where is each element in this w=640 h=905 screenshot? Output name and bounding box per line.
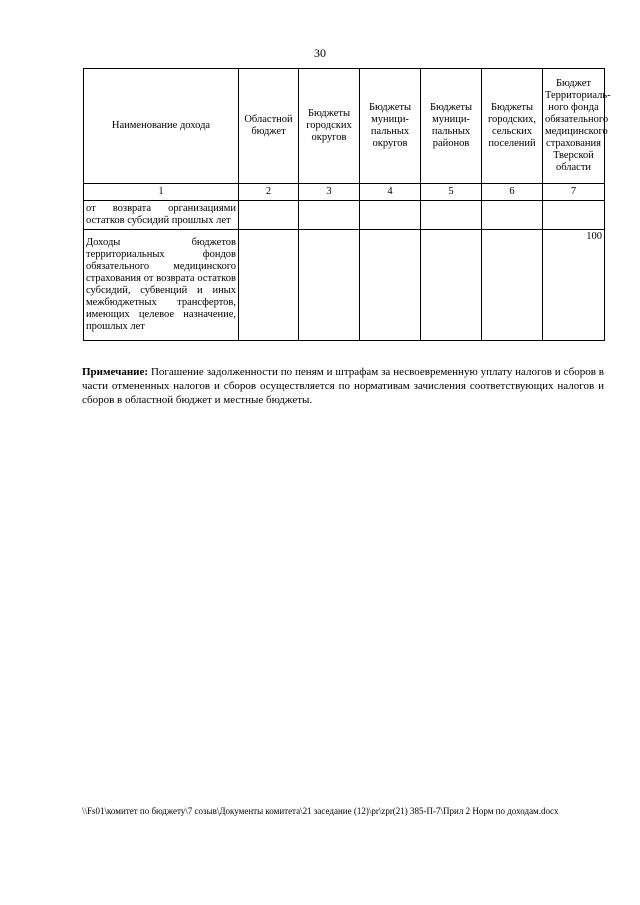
page-number: 30 <box>314 46 326 60</box>
value-cell <box>421 201 482 230</box>
column-number: 2 <box>239 184 299 201</box>
note-paragraph <box>82 365 604 407</box>
header-municipal-areas: Бюджеты муници-пальных районов <box>421 69 482 184</box>
value-cell: 100 <box>543 230 605 341</box>
value-cell <box>482 201 543 230</box>
column-number: 3 <box>299 184 360 201</box>
value-cell <box>360 230 421 341</box>
value-cell <box>543 201 605 230</box>
table-row <box>84 230 605 341</box>
value-cell <box>299 201 360 230</box>
value-cell <box>360 201 421 230</box>
revenue-name-cell: от возврата организациями остатков субсидий прошлых лет <box>84 201 239 230</box>
revenue-norms-table <box>83 68 611 341</box>
value-cell <box>299 230 360 341</box>
table-row <box>84 201 605 230</box>
header-revenue-name: Наименование дохода <box>84 69 239 184</box>
column-number: 6 <box>482 184 543 201</box>
revenue-name-cell: Доходы бюджетов территориальных фондов обязательного медицинского страхования от возврата остатков субсидий, субвенций и иных межбюджетных трансфертов, имеющих целевое назначение, прошлых лет <box>84 230 239 341</box>
note-text: Погашение задолженности по пеням и штрафам за несвоевременную уплату налогов и сборов в части отмененных налогов и сборов осуществляется по нормативам зачисления соответствующих налогов и сборов в областной бюджет и местные бюджеты. <box>82 366 604 406</box>
column-number: 5 <box>421 184 482 201</box>
header-municipal-districts: Бюджеты муници-пальных округов <box>360 69 421 184</box>
note-label: Примечание: <box>82 366 149 378</box>
header-regional-budget: Областной бюджет <box>239 69 299 184</box>
header-oms-fund: Бюджет Территориаль-ного фонда обязательного медицинского страхования Тверской области <box>543 69 605 184</box>
header-settlements: Бюджеты городских, сельских поселений <box>482 69 543 184</box>
value-cell <box>239 230 299 341</box>
column-number: 1 <box>84 184 239 201</box>
header-city-districts: Бюджеты городских округов <box>299 69 360 184</box>
file-path-footer: \\Fs01\комитет по бюджету\7 созыв\Документы комитета\21 заседание (12)\pr\zpr(21) 385-П-7\Прил 2 Норм по доходам.docx <box>82 806 559 816</box>
column-number: 7 <box>543 184 605 201</box>
table-header-row <box>84 69 605 184</box>
column-number-row <box>84 184 605 201</box>
value-cell <box>421 230 482 341</box>
value-cell <box>482 230 543 341</box>
column-number: 4 <box>360 184 421 201</box>
value-cell <box>239 201 299 230</box>
